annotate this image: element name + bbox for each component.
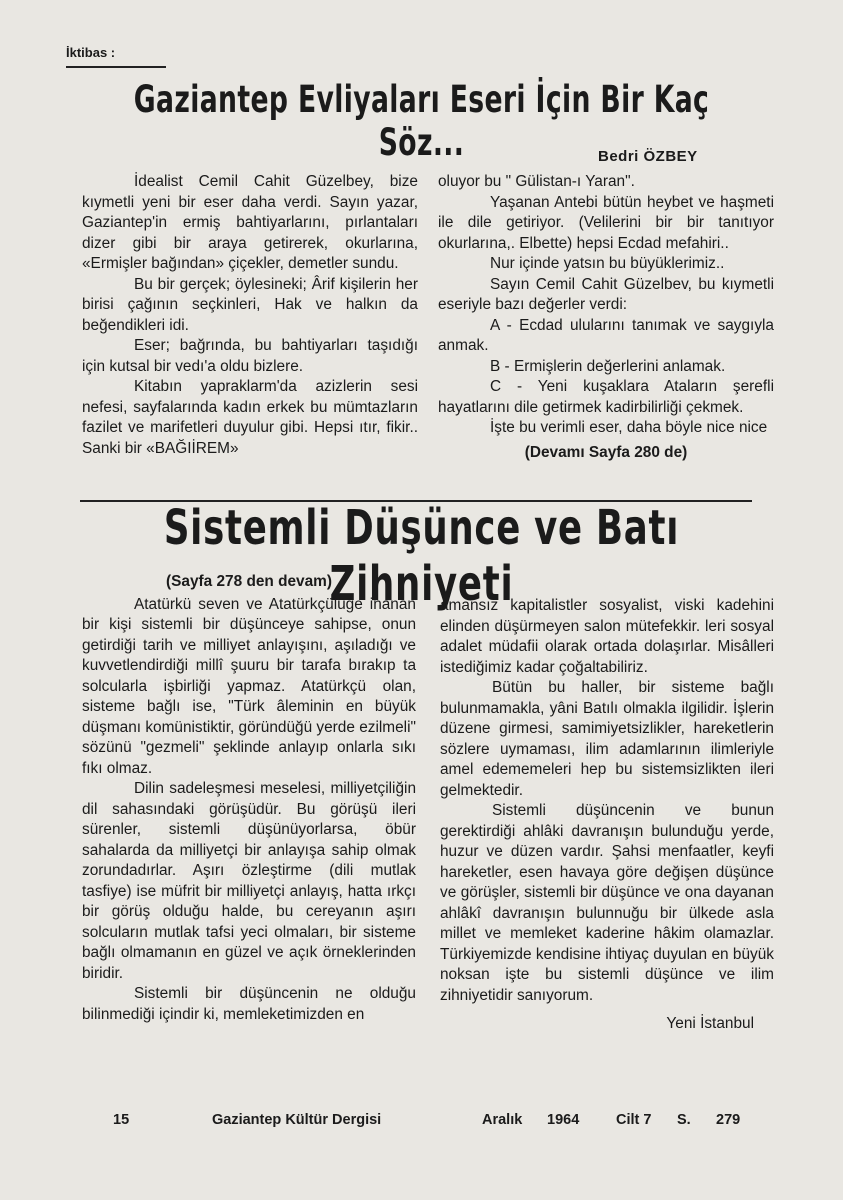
section-label: İktibas :	[66, 45, 116, 60]
article2-right-column	[440, 596, 774, 1035]
paragraph: Bu bir gerçek; öylesineki; Ârif kişilerin her birisi çağının seçkinleri, Hak ve halkın da beğendikleri idi.	[82, 275, 418, 334]
article1-title: Gaziantep Evliyaları Eseri İçin Bir Kaç Söz...	[133, 78, 710, 164]
paragraph: Eser; bağrında, bu bahtiyarları taşıdığı için kutsal bir vedı'a oldu bizlere.	[82, 337, 418, 375]
article2-title: Sistemli Düşünce ve Batı Zihniyeti	[163, 500, 680, 612]
list-item: B - Ermişlerin değerlerini anlamak.	[490, 357, 726, 375]
footer-month: Aralık	[482, 1112, 523, 1128]
footer-issue-page: 279	[716, 1112, 741, 1128]
footer-volume: Cilt 7	[616, 1112, 652, 1128]
paragraph: Dilin sadeleşmesi meselesi, milliyetçiliğin dil sahasındaki görüşüdür. Bu görüşü ileri sürenler, sistemli düşünüyorlarsa, öbür sahalarda da milliyetçi bir anlayışa sahip olmak zorundadırlar. Aşırı özleştirme (dili mutlak tasfiye) ise müfrit bir milliyetçi anlayış, hatta ırkçı bir görüş olduğu halde, bu cereyanın aşırı solcuların mutlak tafsi yeci olmaları, bir sisteme bağlı olmamanın en güzel ve açık örneklerinden biridir.	[82, 780, 416, 982]
paragraph: Bütün bu haller, bir sisteme bağlı bulunmamakla, yâni Batılı olmakla ilgilidir. İşlerin düzene girmesi, samimiyetsizlikler, hareketlerin sözlere uymaması, ilim adamlarının ilimleriyle amel edememeleri hep bu sistemsizlikten ileri gelmektedir.	[440, 679, 774, 799]
paragraph: Sistemli bir düşüncenin ne olduğu bilinmediği içindir ki, memleketimizden en	[82, 985, 416, 1023]
paragraph: oluyor bu " Gülistan-ı Yaran".	[438, 173, 635, 190]
footer-issue-label: S.	[677, 1112, 691, 1128]
footer-page-number: 15	[113, 1112, 130, 1128]
article1-right-column	[438, 172, 774, 463]
list-item: A - Ecdad ulularını tanımak ve saygıyla anmak.	[438, 316, 774, 354]
article2-continued-from: (Sayfa 278 den devam)	[166, 573, 332, 590]
article1-author: Bedri ÖZBEY	[598, 148, 698, 165]
article2-left-column	[82, 572, 416, 1025]
footer-journal-name: Gaziantep Kültür Dergisi	[212, 1112, 382, 1128]
paragraph: İşte bu verimli eser, daha böyle nice nice	[490, 419, 768, 436]
article1-left-column	[82, 172, 418, 459]
article2-source: Yeni İstanbul	[666, 1015, 754, 1032]
list-item: C - Yeni kuşaklara Ataların şerefli hayatlarını dile getirmek kadirbilirliği çekmek.	[438, 378, 774, 416]
paragraph: Sayın Cemil Cahit Güzelbev, bu kıymetli eseriyle bazı değerler verdi:	[438, 275, 774, 313]
footer-year: 1964	[547, 1112, 580, 1128]
paragraph: Sistemli düşüncenin ve bunun gerektirdiği ahlâki davranışın bulunduğu yerde, huzur ve düzen vardır. Şahsi menfaatler, keyfi hareketler, esen havaya göre değişen düşünce ve görüşler, sistemli bir düşünce ve ona dayanan ahlâkî davranışın bulunnuğu bir ülkede asla millet ve memleket kaderine hâkim olamazlar. Türkiyemizde kendisine ihtiyaç duyulan en büyük noksan işte bu sistemli düşünce ve ilim zihniyetidir sanıyorum.	[440, 802, 774, 1004]
paragraph: Yaşanan Antebi bütün heybet ve haşmeti ile dile getiriyor. (Velilerini bir bir tanıtıyor okurlarına,. Elbette) hepsi Ecdad mefahiri..	[438, 193, 774, 252]
paragraph: Nur içinde yatsın bu büyüklerimiz..	[490, 255, 725, 272]
paragraph: İdealist Cemil Cahit Güzelbey, bize kıymetli yeni bir eser daha verdi. Sayın yazar, Gaziantep'in ermiş bahtiyarlarını, pırlantaları dizer gibi bir araya getirerek, okurlarına, «Ermişler bağından» çiçekler, demetler sundu.	[82, 173, 418, 272]
section-label-underline	[66, 66, 166, 68]
paragraph: Kitabın yapraklarm'da azizlerin sesi nefesi, sayfalarında kadın erkek bu mümtazların fazilet ve marifetleri duyulur gibi. Hepsi ıtır, fikir.. Sanki bir «BAĞIİREM»	[82, 378, 418, 457]
paragraph: Atatürkü seven ve Atatürkçülüğe inanan bir kişi sistemli bir düşünceye sahipse, onun getirdiği tarih ve milliyet anlayışını, aşıladığı ve kuvvetlendirdiği millî şuuru bir tarafa bırakıp ta solcularla işbirliği yapmaz. Atatürkçü olan, sisteme bağlı ise, "Türk âleminin en büyük düşmanı komünistiktir, göründüğü yerde ezilmeli" sözünü "gezmeli" şeklinde anlayıp onlarla sıkı fıkı olmaz.	[82, 595, 416, 777]
paragraph: amansız kapitalistler sosyalist, viski kadehini elinden düşürmeyen salon mütefekkir. leri sosyal adalet müdafii olarak ortada dolaşırlar. Misâlleri istediğimiz kadar çoğaltabiliriz.	[440, 597, 774, 676]
article1-continued-note: (Devamı Sayfa 280 de)	[524, 443, 688, 461]
